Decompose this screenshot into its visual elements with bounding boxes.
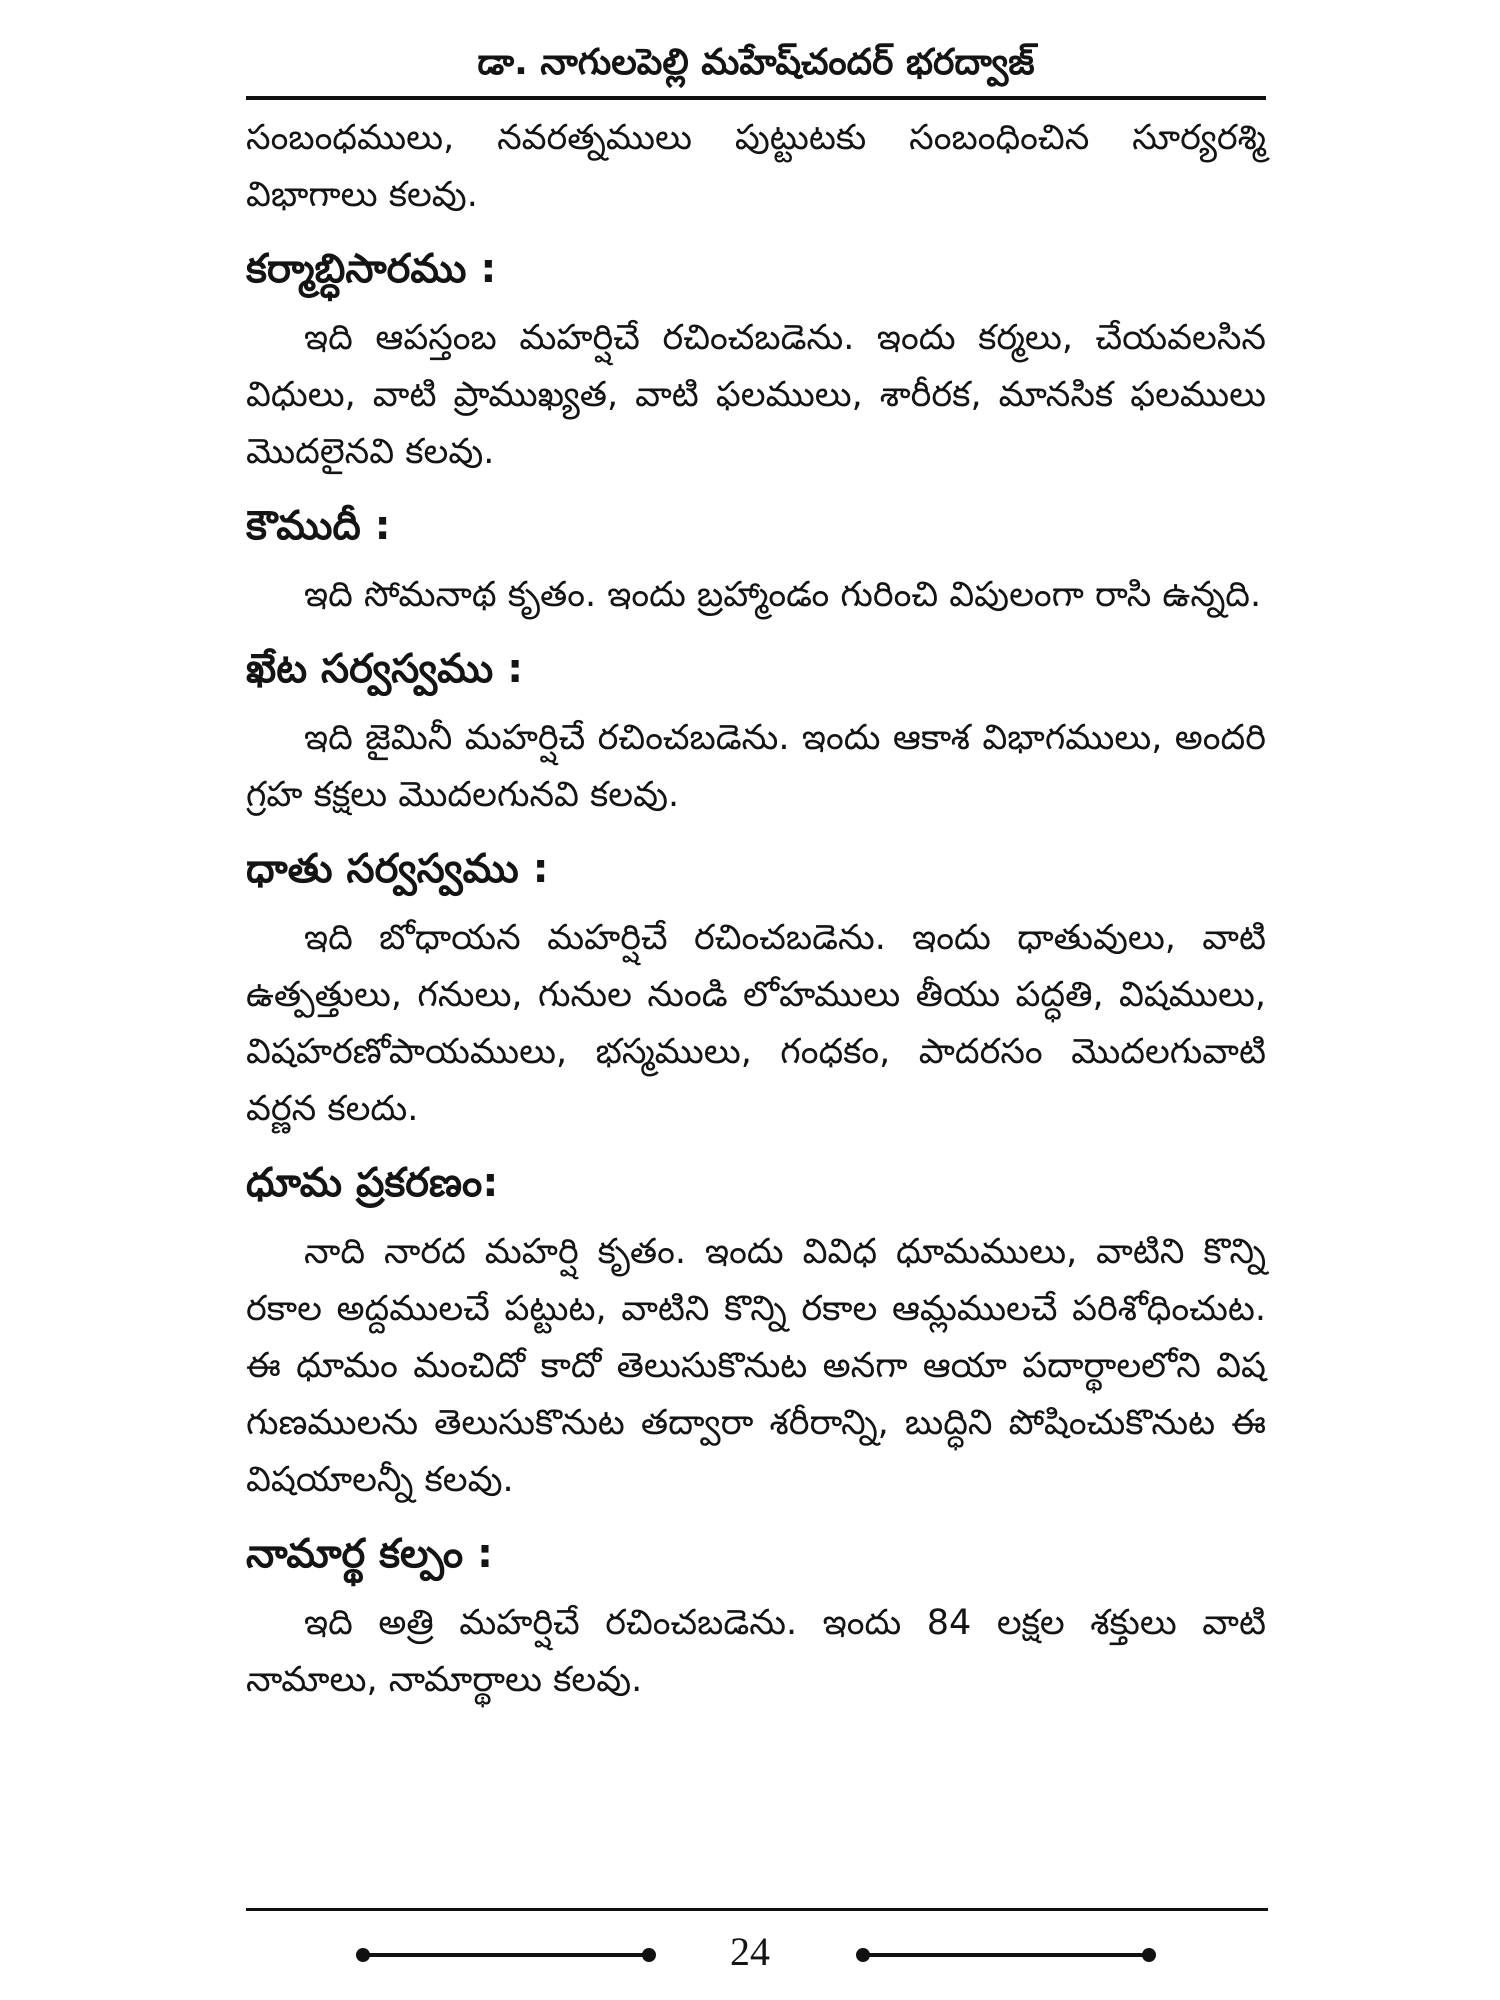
- section-paragraph-namartha-kalpam: ఇది అత్రి మహర్షిచే రచించబడెను. ఇందు 84 లక్షల శక్తులు వాటి నామాలు, నామార్థాలు కలవు.: [246, 1603, 1266, 1700]
- ornament-dot: [642, 1948, 656, 1962]
- section-heading-dhuma-prakaranam: ధూమ ప్రకరణం:: [246, 1160, 499, 1206]
- section-paragraph-dhatu-sarvasvamu: ఇది బోధాయన మహర్షిచే రచించబడెను. ఇందు ధాతువులు, వాటి ఉత్పత్తులు, గనులు, గునుల నుండి లోహములు తీయు పద్ధతి, విషములు, విషహరణోపాయములు, భస్మములు, గంధకం, పాదరసం మొదలగువాటి వర్ణన కలదు.: [246, 918, 1266, 1129]
- continued-paragraph: సంబంధములు, నవరత్నములు పుట్టుటకు సంబంధించిన సూర్యరశ్మి విభాగాలు కలవు.: [246, 118, 1266, 215]
- footer-ornament-right: [856, 1948, 1156, 1962]
- section-heading-namartha-kalpam: నామార్థ కల్పం :: [246, 1531, 494, 1577]
- section-heading-kheta-sarvasvamu: ఖేట సర్వస్వము :: [246, 646, 524, 692]
- section-paragraph-kheta-sarvasvamu: ఇది జైమినీ మహర్షిచే రచించబడెను. ఇందు ఆకాశ విభాగములు, అందరి గ్రహ కక్షలు మొదలగునవి కలవు.: [246, 718, 1266, 815]
- ornament-bar: [864, 1953, 1148, 1957]
- section-heading-karmabdhisaramu: కర్మాబ్ధిసారము :: [246, 246, 497, 292]
- ornament-dot: [356, 1948, 370, 1962]
- ornament-dot: [856, 1948, 870, 1962]
- section-paragraph-karmabdhisaramu: ఇది ఆపస్తంబ మహర్షిచే రచించబడెను. ఇందు కర్మలు, చేయవలసిన విధులు, వాటి ప్రాముఖ్యత, వాటి ఫలములు, శారీరక, మానసిక ఫలములు మొదలైనవి కలవు.: [246, 318, 1266, 472]
- section-heading-dhatu-sarvasvamu: ధాతు సర్వస్వము :: [246, 846, 549, 892]
- section-paragraph-kaumudi: ఇది సోమనాథ కృతం. ఇందు బ్రహ్మాండం గురించి విపులంగా రాసి ఉన్నది.: [304, 575, 1262, 615]
- ornament-dot: [1142, 1948, 1156, 1962]
- footer-ornament-left: [356, 1948, 656, 1962]
- running-header-title: డా. నాగులపెల్లి మహేష్‌చందర్ భరద్వాజ్: [477, 42, 1035, 83]
- ornament-bar: [364, 1953, 648, 1957]
- header-rule: [246, 96, 1266, 100]
- section-heading-kaumudi: కౌముదీ :: [246, 503, 391, 549]
- footer-rule: [246, 1908, 1268, 1911]
- page-number: 24: [730, 1929, 770, 1974]
- page-body: [246, 110, 1266, 1709]
- section-paragraph-dhuma-prakaranam: నాది నారద మహర్షి కృతం. ఇందు వివిధ ధూమములు, వాటిని కొన్ని రకాల అద్దములచే పట్టుట, వాటిని కొన్ని రకాల ఆమ్లములచే పరిశోధించుట. ఈ ధూమం మంచిదో కాదో తెలుసుకొనుట అనగా ఆయా పదార్థాలలోని విష గుణములను తెలుసుకొనుట తద్వారా శరీరాన్ని, బుద్ధిని పోషించుకొనుట ఈ విషయాలన్నీ కలవు.: [246, 1232, 1266, 1500]
